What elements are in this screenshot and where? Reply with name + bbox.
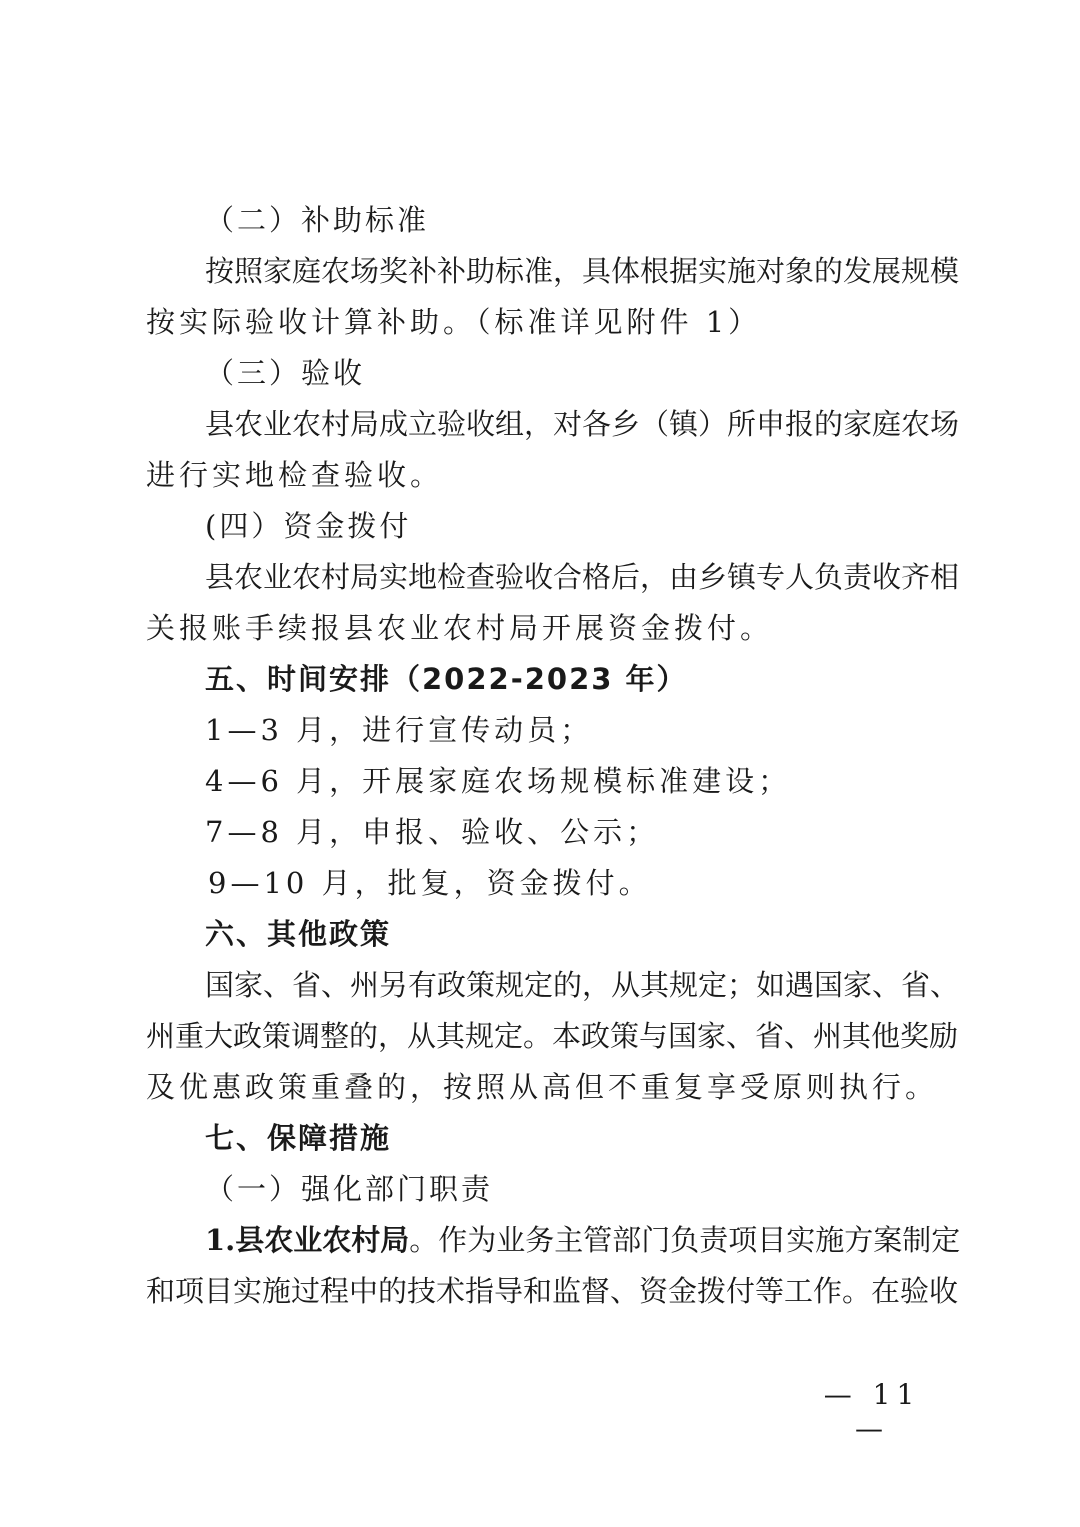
- subheading-acceptance: （三）验收: [205, 356, 366, 390]
- paragraph-line: 和项目实施过程中的技术指导和监督、资金拨付等工作。在验收: [146, 1274, 959, 1308]
- paragraph-line: 县农业农村局实地检查验收合格后，由乡镇专人负责收齐相: [205, 560, 960, 594]
- schedule-item: 1—3 月，进行宣传动员；: [205, 713, 594, 747]
- section-heading-other-policies: 六、其他政策: [205, 917, 392, 951]
- subheading-fund-allocation: (四）资金拨付: [205, 509, 412, 543]
- subheading-subsidy-standard: （二）补助标准: [205, 203, 430, 237]
- paragraph-line: 州重大政策调整的，从其规定。本政策与国家、省、州其他奖励: [146, 1019, 959, 1053]
- schedule-item: 7—8 月，申报、验收、公示；: [205, 815, 660, 849]
- paragraph-line: 按照家庭农场奖补补助标准，具体根据实施对象的发展规模: [205, 254, 960, 288]
- schedule-item: 9—10 月，批复，资金拨付。: [208, 866, 652, 900]
- paragraph-text: 。作为业务主管部门负责项目实施方案制定: [409, 1223, 961, 1257]
- section-heading-safeguards: 七、保障措施: [205, 1121, 392, 1155]
- schedule-item: 4—6 月，开展家庭农场规模标准建设；: [205, 764, 792, 798]
- paragraph-line: 关报账手续报县农业农村局开展资金拨付。: [146, 611, 774, 645]
- page-number: — 11 —: [823, 1378, 921, 1445]
- paragraph-line: [205, 1223, 961, 1257]
- paragraph-line: 进行实地检查验收。: [146, 458, 444, 492]
- paragraph-line: 县农业农村局成立验收组，对各乡（镇）所申报的家庭农场: [205, 407, 960, 441]
- paragraph-line: 按实际验收计算补助。（标准详见附件 1）: [146, 305, 762, 339]
- section-heading-schedule: 五、时间安排（2022-2023 年）: [205, 662, 688, 696]
- paragraph-line: 及优惠政策重叠的，按照从高但不重复享受原则执行。: [146, 1070, 939, 1104]
- agency-name: 1.县农业农村局: [205, 1223, 410, 1257]
- paragraph-line: 国家、省、州另有政策规定的，从其规定；如遇国家、省、: [205, 968, 960, 1002]
- subheading-department-duties: （一）强化部门职责: [205, 1172, 494, 1206]
